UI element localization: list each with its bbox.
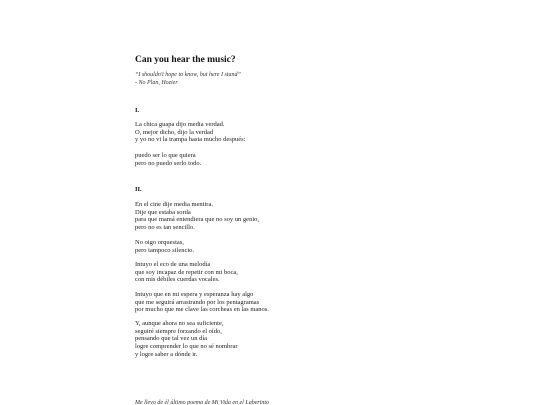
verse-line: pero no puedo serlo todo. (135, 159, 202, 167)
stanza (135, 320, 238, 359)
verse-line: Dije que estaba sorda (135, 208, 191, 216)
verse-line: y yo no vi la trampa hasta mucho después: (135, 136, 246, 144)
verse-line: con mis débiles cuerdas vocales. (135, 276, 220, 284)
verse-line: logre comprender lo que no sé nombrar (135, 343, 238, 351)
section-number-2: II. (135, 186, 142, 193)
poem-title: Can you hear the music? (135, 55, 236, 65)
verse-line: puedo ser lo que quiera (135, 152, 196, 159)
epigraph (135, 72, 241, 87)
verse-line: que me seguirá arrastrando por los pentagramas (135, 298, 260, 306)
epigraph-quote: “I shouldn't hope to know, but here I stand” (135, 72, 241, 78)
stanza (135, 291, 269, 314)
epigraph-attribution: - No Plan, Hozier (135, 79, 178, 86)
section-number-1: I. (135, 107, 140, 114)
stanza (135, 152, 201, 167)
verse-line: Intuyo que en mi espera y esperanza hay algo (135, 291, 254, 298)
verse-line: que soy incapaz de repetir con mi boca, (135, 268, 238, 276)
verse-line: No oigo orquestas, (135, 239, 184, 246)
stanza (135, 239, 194, 254)
verse-line: por mucho que me clave las corcheas en las manos. (135, 306, 269, 314)
verse-line: Y, aunque ahora no sea suficiente, (135, 320, 224, 327)
footer-note: Me llevo de él último poema de Mi Vida en el Laberinto (135, 400, 270, 405)
stanza (135, 201, 259, 232)
stanza (135, 121, 245, 144)
verse-line: pero tampoco silencio. (135, 246, 195, 254)
verse-line: seguiré siempre forzando el oído, (135, 327, 222, 335)
stanza (135, 261, 238, 284)
verse-line: pero no es tan sencillo. (135, 224, 195, 232)
verse-line: En el cine dije media mentira. (135, 201, 213, 208)
verse-line: pensando que tal vez un día (135, 335, 208, 343)
verse-line: La chica guapa dijo media verdad. (135, 121, 225, 128)
verse-line: Intuyo el eco de una melodía (135, 261, 211, 268)
verse-line: y logre saber a dónde ir. (135, 350, 198, 358)
verse-line: O, mejor dicho, dijo la verdad (135, 128, 214, 136)
verse-line: para que mamá entendiera que no soy un genio, (135, 216, 259, 224)
